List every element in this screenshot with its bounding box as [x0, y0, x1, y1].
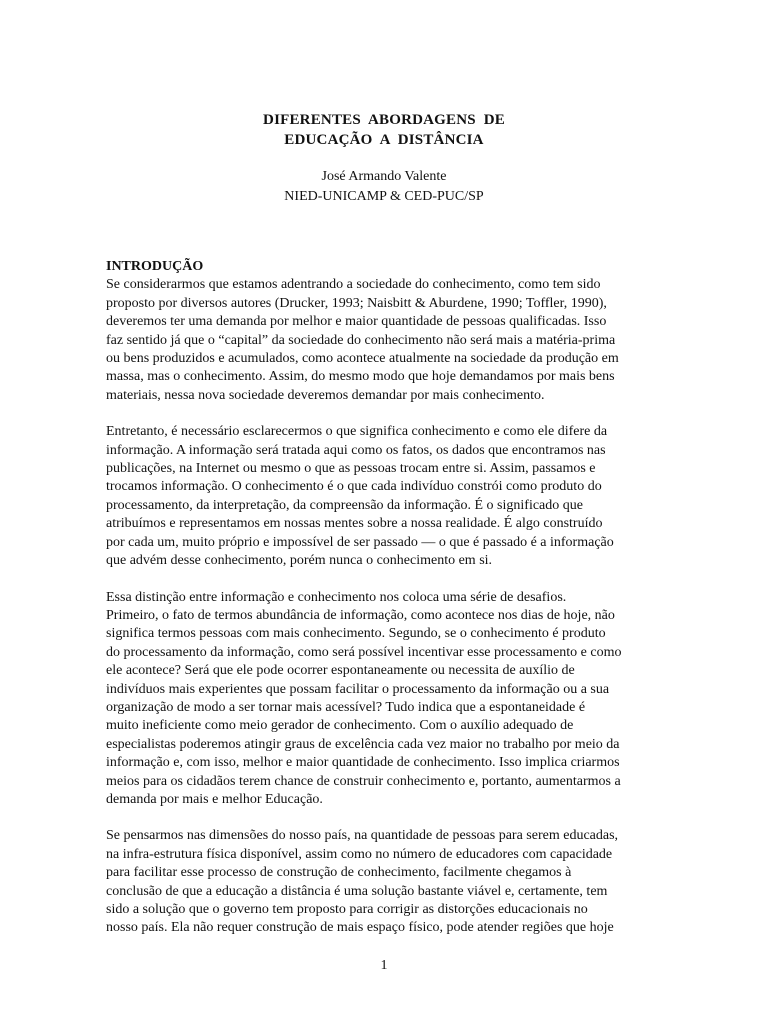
title-line: EDUCAÇÃO A DISTÂNCIA — [284, 132, 484, 148]
author-affiliation: NIED-UNICAMP & CED-PUC/SP — [284, 189, 484, 204]
text-line: na infra-estrutura física disponível, assim como no número de educadores com capacidade — [106, 846, 613, 862]
text-line: atribuímos e representamos em nossas mentes sobre a nossa realidade. É algo construído — [106, 516, 603, 532]
text-line: indivíduos mais experientes que possam facilitar o processamento da informação ou a sua — [106, 681, 610, 697]
text-line: Entretanto, é necessário esclarecermos o que significa conhecimento e como ele difere da — [106, 424, 608, 440]
author-name: José Armando Valente — [321, 169, 447, 184]
text-line: processamento, da interpretação, da compreensão da informação. É o significado que — [106, 497, 583, 513]
page-number: 1 — [380, 958, 388, 973]
text-line: organização de modo a ser tornar mais acessível? Tudo indica que a espontaneidade é — [106, 699, 586, 715]
author-block — [0, 167, 768, 207]
text-line: proposto por diversos autores (Drucker, 1993; Naisbitt & Aburdene, 1990; Toffler, 1990), — [106, 295, 607, 311]
paragraph — [106, 276, 662, 405]
paragraph — [106, 423, 662, 570]
text-line: informação. A informação será tratada aqui como os fatos, os dados que encontramos nas — [106, 442, 606, 458]
text-line: muito ineficiente como meio gerador de conhecimento. Com o auxílio adequado de — [106, 718, 574, 734]
text-line: Se pensarmos nas dimensões do nosso país, na quantidade de pessoas para serem educadas, — [106, 828, 619, 844]
text-line: deveremos ter uma demanda por melhor e maior quantidade de pessoas qualificadas. Isso — [106, 314, 607, 330]
text-line: significa termos pessoas com mais conhecimento. Segundo, se o conhecimento é produto — [106, 626, 606, 642]
text-line: informação e, com isso, melhor e maior quantidade de conhecimento. Isso implica criarmos — [106, 755, 620, 771]
text-line: meios para os cidadãos terem chance de construir conhecimento e, portanto, aumentarmos a — [106, 773, 621, 789]
paragraph — [106, 827, 662, 937]
text-line: sido a solução que o governo tem proposto para corrigir as distorções educacionais no — [106, 902, 588, 917]
text-line: que advém desse conhecimento, porém nunca o conhecimento em si. — [106, 553, 493, 569]
document-title — [0, 110, 768, 150]
text-line: ele acontece? Será que ele pode ocorrer espontaneamente ou necessita de auxílio de — [106, 663, 575, 679]
paragraph — [106, 589, 662, 810]
text-line: Primeiro, o fato de termos abundância de informação, como acontece nos dias de hoje, não — [106, 607, 615, 623]
text-line: demanda por mais e melhor Educação. — [106, 791, 323, 807]
text-line: trocamos informação. O conhecimento é o que cada indivíduo constrói como produto do — [106, 479, 602, 495]
title-line: DIFERENTES ABORDAGENS DE — [263, 112, 505, 128]
text-line: do processamento da informação, como será possível incentivar esse processamento e como — [106, 644, 622, 660]
text-line: Se considerarmos que estamos adentrando a sociedade do conhecimento, como tem sido — [106, 277, 601, 293]
section-heading: INTRODUÇÃO — [106, 259, 204, 274]
text-line: publicações, na Internet ou mesmo o que as pessoas trocam entre si. Assim, passamos e — [106, 461, 596, 477]
text-line: nosso país. Ela não requer construção de mais espaço físico, pode atender regiões que hoje — [106, 920, 614, 936]
text-line: conclusão de que a educação a distância é uma solução bastante viável e, certamente, tem — [106, 883, 608, 899]
text-line: ou bens produzidos e acumulados, como acontece atualmente na sociedade da produção em — [106, 351, 619, 367]
text-line: materiais, nessa nova sociedade deveremos demandar por mais conhecimento. — [106, 387, 545, 403]
text-line: especialistas poderemos atingir graus de excelência cada vez maior no trabalho por meio da — [106, 736, 620, 752]
text-line: massa, mas o conhecimento. Assim, do mesmo modo que hoje demandamos por mais bens — [106, 369, 615, 385]
document-body — [106, 258, 662, 956]
text-line: faz sentido já que o “capital” da sociedade do conhecimento não será mais a matéria-prima — [106, 332, 616, 348]
text-line: por cada um, muito próprio e impossível de ser passado — o que é passado é a informação — [106, 534, 614, 550]
text-line: para facilitar esse processo de construção de conhecimento, facilmente chegamos à — [106, 865, 572, 881]
text-line: Essa distinção entre informação e conhecimento nos coloca uma série de desafios. — [106, 589, 567, 605]
